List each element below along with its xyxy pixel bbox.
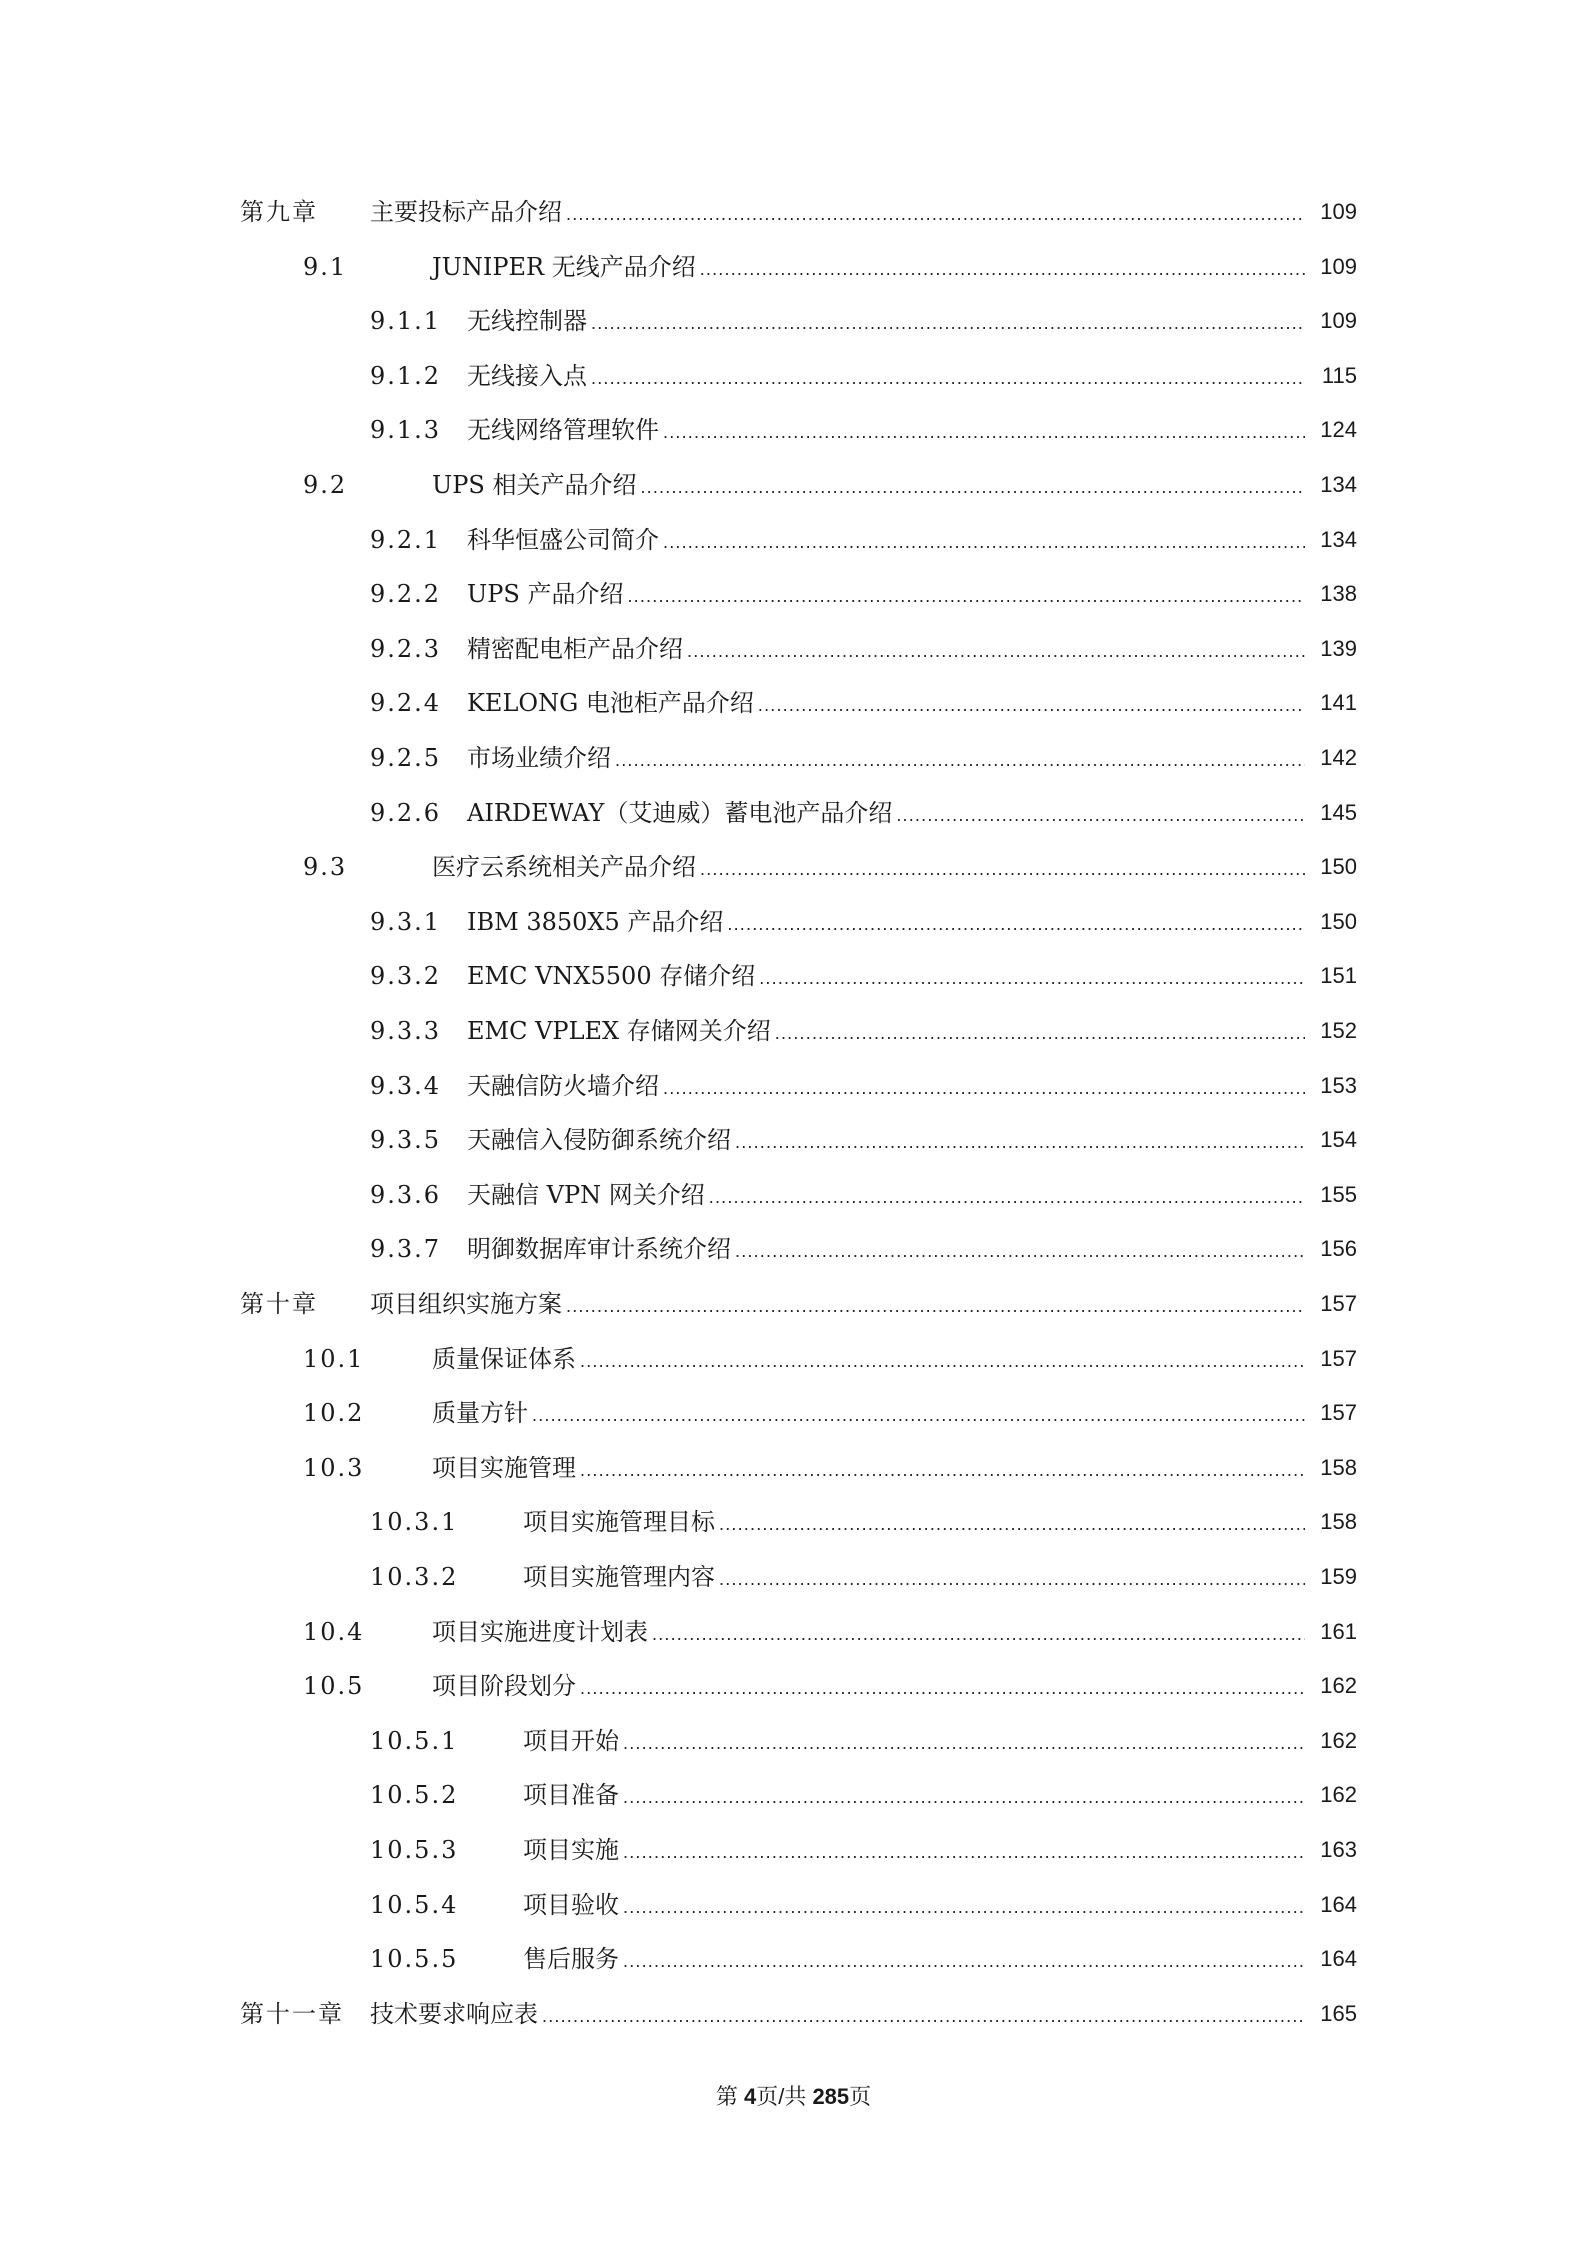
toc-entry[interactable] bbox=[0, 513, 1587, 567]
toc-entry-title[interactable]: EMC VNX5500 存储介绍 bbox=[467, 962, 756, 991]
toc-entry-page-number[interactable]: 164 bbox=[1320, 1891, 1357, 1917]
toc-entry-title[interactable]: 医疗云系统相关产品介绍 bbox=[432, 853, 696, 882]
toc-dot-leader bbox=[591, 296, 1305, 350]
toc-entry-title[interactable]: 项目实施管理目标 bbox=[523, 1508, 715, 1537]
toc-dot-leader bbox=[580, 1661, 1305, 1715]
toc-entry[interactable] bbox=[0, 1550, 1587, 1604]
toc-entry[interactable] bbox=[0, 676, 1587, 730]
toc-entry-title[interactable]: 无线控制器 bbox=[467, 307, 587, 336]
toc-entry-title[interactable]: 项目实施进度计划表 bbox=[432, 1617, 648, 1646]
toc-entry[interactable] bbox=[0, 1495, 1587, 1549]
toc-entry-page-number[interactable]: 124 bbox=[1320, 417, 1357, 443]
toc-dot-leader bbox=[700, 842, 1305, 896]
toc-dot-leader bbox=[735, 1115, 1305, 1169]
toc-entry-title-line bbox=[432, 840, 1307, 896]
toc-entry-page-number[interactable]: 159 bbox=[1320, 1564, 1357, 1589]
toc-entry-title-line bbox=[432, 1659, 1307, 1715]
toc-entry-title-line bbox=[370, 1987, 1307, 2043]
toc-entry-page-number[interactable]: 157 bbox=[1320, 1291, 1357, 1316]
toc-entry-title[interactable]: UPS 相关产品介绍 bbox=[432, 471, 637, 499]
toc-dot-leader bbox=[566, 187, 1305, 241]
toc-entry-number: 10.3.2 bbox=[370, 1563, 459, 1591]
toc-entry-title-line bbox=[432, 1332, 1307, 1388]
toc-entry-title[interactable]: 项目阶段划分 bbox=[432, 1672, 576, 1701]
toc-dot-leader bbox=[532, 1388, 1305, 1442]
toc-entry[interactable] bbox=[0, 1222, 1587, 1276]
toc-entry-title-line bbox=[467, 622, 1307, 678]
toc-entry-title[interactable]: 售后服务 bbox=[523, 1945, 619, 1974]
toc-dot-leader bbox=[566, 1279, 1305, 1333]
toc-entry-page-number[interactable]: 139 bbox=[1320, 635, 1357, 661]
toc-entry-page-number[interactable]: 165 bbox=[1320, 2000, 1357, 2026]
toc-entry-title[interactable]: UPS 产品介绍 bbox=[467, 580, 624, 609]
toc-entry-page-number[interactable]: 164 bbox=[1320, 1946, 1357, 1972]
toc-entry[interactable] bbox=[0, 1059, 1587, 1113]
toc-entry-number: 9.2 bbox=[303, 471, 348, 499]
toc-entry-number: 10.3 bbox=[303, 1453, 365, 1482]
toc-entry-number: 9.1.1 bbox=[370, 307, 442, 336]
toc-entry-page-number[interactable]: 142 bbox=[1320, 745, 1357, 770]
toc-dot-leader bbox=[719, 1497, 1305, 1551]
toc-entry[interactable] bbox=[0, 786, 1587, 840]
toc-entry-page-number[interactable]: 134 bbox=[1320, 526, 1357, 552]
toc-entry-number: 9.3.2 bbox=[370, 962, 442, 991]
toc-entry-page-number[interactable]: 151 bbox=[1320, 963, 1357, 989]
toc-entry-page-number[interactable]: 138 bbox=[1320, 581, 1357, 607]
toc-entry-title-line bbox=[467, 786, 1307, 842]
toc-entry-number: 9.1.2 bbox=[370, 361, 442, 390]
toc-entry-title-line bbox=[467, 403, 1307, 459]
toc-dot-leader bbox=[663, 405, 1305, 459]
toc-entry-number: 10.1 bbox=[303, 1344, 365, 1373]
toc-entry-title[interactable]: 质量方针 bbox=[432, 1399, 528, 1428]
toc-entry-title[interactable]: 天融信防火墙介绍 bbox=[467, 1071, 659, 1100]
toc-entry-number: 10.2 bbox=[303, 1399, 365, 1428]
toc-entry[interactable] bbox=[0, 1932, 1587, 1986]
toc-dot-leader bbox=[623, 1716, 1305, 1770]
toc-entry[interactable] bbox=[0, 1386, 1587, 1440]
toc-entry[interactable] bbox=[0, 1113, 1587, 1167]
toc-entry-title[interactable]: 市场业绩介绍 bbox=[467, 744, 611, 772]
toc-entry-number: 9.3 bbox=[303, 853, 348, 882]
toc-entry-number: 9.3.1 bbox=[370, 907, 442, 936]
toc-entry-title-line bbox=[432, 458, 1307, 514]
toc-entry-title-line bbox=[432, 240, 1307, 296]
toc-dot-leader bbox=[700, 242, 1305, 296]
toc-entry[interactable] bbox=[0, 1332, 1587, 1386]
toc-dot-leader bbox=[652, 1607, 1305, 1661]
footer-suffix: 页 bbox=[849, 2084, 872, 2109]
toc-entry-title[interactable]: KELONG 电池柜产品介绍 bbox=[467, 689, 754, 718]
toc-dot-leader bbox=[623, 1880, 1305, 1934]
toc-entry[interactable] bbox=[0, 731, 1587, 785]
toc-entry-number: 9.2.2 bbox=[370, 580, 442, 609]
toc-entry-title[interactable]: 质量保证体系 bbox=[432, 1344, 576, 1373]
toc-entry[interactable] bbox=[0, 1714, 1587, 1768]
toc-entry[interactable] bbox=[0, 1277, 1587, 1331]
toc-entry-title-line bbox=[523, 1495, 1307, 1551]
toc-entry[interactable] bbox=[0, 1659, 1587, 1713]
toc-entry-title[interactable]: 项目组织实施方案 bbox=[370, 1290, 562, 1318]
toc-entry-number: 9.2.3 bbox=[370, 634, 442, 663]
toc-entry-number: 10.5 bbox=[303, 1672, 365, 1701]
toc-entry-title[interactable]: IBM 3850X5 产品介绍 bbox=[467, 907, 724, 936]
toc-entry[interactable] bbox=[0, 458, 1587, 512]
footer-middle: 页/共 bbox=[756, 2084, 813, 2109]
toc-entry-number: 10.3.1 bbox=[370, 1508, 459, 1537]
toc-dot-leader bbox=[896, 788, 1305, 842]
toc-dot-leader bbox=[623, 1934, 1305, 1988]
toc-entry-page-number[interactable]: 141 bbox=[1320, 690, 1357, 716]
toc-entry-page-number[interactable]: 155 bbox=[1320, 1181, 1357, 1207]
toc-entry-title[interactable]: 科华恒盛公司简介 bbox=[467, 525, 659, 554]
toc-dot-leader bbox=[727, 897, 1305, 951]
toc-dot-leader bbox=[663, 1061, 1305, 1115]
toc-entry-title-line bbox=[523, 1550, 1307, 1606]
toc-entry-page-number[interactable]: 115 bbox=[1321, 362, 1357, 388]
toc-entry-page-number[interactable]: 161 bbox=[1320, 1618, 1357, 1644]
toc-entry[interactable] bbox=[0, 294, 1587, 348]
toc-entry-title-line bbox=[523, 1823, 1307, 1879]
toc-entry-number: 10.4 bbox=[303, 1617, 365, 1646]
toc-entry-page-number[interactable]: 134 bbox=[1320, 472, 1357, 497]
toc-entry-number: 10.5.5 bbox=[370, 1945, 459, 1974]
toc-entry[interactable] bbox=[0, 1441, 1587, 1495]
toc-entry-title[interactable]: 主要投标产品介绍 bbox=[370, 198, 562, 226]
toc-entry[interactable] bbox=[0, 1987, 1587, 2041]
toc-dot-leader bbox=[735, 1224, 1305, 1278]
toc-entry-title-line bbox=[523, 1932, 1307, 1988]
toc-entry-page-number[interactable]: 158 bbox=[1320, 1454, 1357, 1480]
footer-current-page: 4 bbox=[743, 2084, 757, 2109]
toc-dot-leader bbox=[615, 733, 1305, 787]
toc-entry-title-line bbox=[467, 567, 1307, 623]
toc-entry-page-number[interactable]: 162 bbox=[1320, 1727, 1357, 1753]
toc-dot-leader bbox=[542, 1989, 1305, 2043]
toc-entry-title-line bbox=[370, 185, 1307, 241]
toc-entry-number: 第十章 bbox=[240, 1290, 318, 1318]
toc-entry-title[interactable]: JUNIPER 无线产品介绍 bbox=[432, 252, 696, 281]
toc-dot-leader bbox=[591, 351, 1305, 405]
toc-entry[interactable] bbox=[0, 403, 1587, 457]
toc-entry-title-line bbox=[467, 513, 1307, 569]
toc-entry-number: 9.2.4 bbox=[370, 689, 442, 718]
toc-entry-title-line bbox=[467, 1004, 1307, 1060]
toc-entry[interactable] bbox=[0, 240, 1587, 294]
toc-entry-title-line bbox=[467, 349, 1307, 405]
toc-entry-title-line bbox=[523, 1878, 1307, 1934]
toc-entry-title-line bbox=[370, 1277, 1307, 1333]
toc-entry-number: 第十一章 bbox=[240, 1999, 344, 2028]
toc-entry-page-number[interactable]: 163 bbox=[1320, 1837, 1357, 1862]
toc-dot-leader bbox=[775, 1006, 1305, 1060]
toc-dot-leader bbox=[663, 515, 1305, 569]
toc-entry[interactable] bbox=[0, 185, 1587, 239]
toc-entry-page-number[interactable]: 162 bbox=[1320, 1673, 1357, 1699]
page-footer bbox=[0, 2080, 1587, 2111]
toc-entry-number: 9.1.3 bbox=[370, 416, 442, 445]
toc-entry[interactable] bbox=[0, 1004, 1587, 1058]
toc-entry-page-number[interactable]: 145 bbox=[1320, 799, 1357, 825]
toc-entry-page-number[interactable]: 154 bbox=[1320, 1127, 1357, 1153]
toc-entry-number: 第九章 bbox=[240, 198, 318, 226]
toc-entry-title-line bbox=[467, 1168, 1307, 1224]
toc-entry[interactable] bbox=[0, 949, 1587, 1003]
toc-dot-leader bbox=[627, 569, 1305, 623]
toc-entry-title-line bbox=[523, 1768, 1307, 1824]
toc-entry-title[interactable]: 无线接入点 bbox=[467, 361, 587, 390]
toc-entry-title[interactable]: 天融信 VPN 网关介绍 bbox=[467, 1180, 705, 1209]
toc-entry-title[interactable]: 项目实施管理 bbox=[432, 1453, 576, 1482]
toc-entry-number: 9.3.4 bbox=[370, 1071, 442, 1100]
toc-entry-title-line bbox=[467, 676, 1307, 732]
toc-entry-title-line bbox=[467, 1059, 1307, 1115]
toc-entry-page-number[interactable]: 150 bbox=[1320, 854, 1357, 880]
toc-entry-number: 9.3.6 bbox=[370, 1180, 442, 1209]
toc-entry[interactable] bbox=[0, 1878, 1587, 1932]
toc-entry[interactable] bbox=[0, 895, 1587, 949]
toc-entry-page-number[interactable]: 158 bbox=[1320, 1509, 1357, 1535]
toc-entry-page-number[interactable]: 109 bbox=[1320, 308, 1357, 334]
toc-entry-number: 10.5.1 bbox=[370, 1726, 459, 1755]
toc-entry-title-line bbox=[467, 1222, 1307, 1278]
toc-entry-title-line bbox=[467, 294, 1307, 350]
toc-entry-page-number[interactable]: 156 bbox=[1320, 1236, 1357, 1262]
footer-total-pages: 285 bbox=[812, 2084, 850, 2109]
toc-dot-leader bbox=[758, 678, 1305, 732]
toc-dot-leader bbox=[687, 624, 1305, 678]
toc-entry-number: 10.5.2 bbox=[370, 1781, 459, 1810]
toc-dot-leader bbox=[759, 951, 1305, 1005]
toc-entry[interactable] bbox=[0, 349, 1587, 403]
toc-entry-page-number[interactable]: 162 bbox=[1320, 1782, 1357, 1808]
toc-entry-title-line bbox=[467, 1113, 1307, 1169]
toc-entry[interactable] bbox=[0, 1768, 1587, 1822]
toc-dot-leader bbox=[640, 460, 1305, 514]
toc-entry-page-number[interactable]: 157 bbox=[1320, 1400, 1357, 1426]
toc-entry-number: 9.2.1 bbox=[370, 525, 442, 554]
toc-dot-leader bbox=[623, 1825, 1305, 1879]
toc-entry-title[interactable]: 天融信入侵防御系统介绍 bbox=[467, 1126, 731, 1155]
toc-entry-title-line bbox=[432, 1605, 1307, 1661]
toc-entry-page-number[interactable]: 157 bbox=[1320, 1345, 1357, 1371]
toc-entry-title[interactable]: 技术要求响应表 bbox=[370, 1999, 538, 2028]
toc-entry-number: 9.3.3 bbox=[370, 1017, 442, 1045]
toc-entry-title[interactable]: 精密配电柜产品介绍 bbox=[467, 634, 683, 663]
toc-entry-title-line bbox=[432, 1441, 1307, 1497]
toc-entry-title[interactable]: 项目准备 bbox=[523, 1781, 619, 1810]
toc-entry-page-number[interactable]: 153 bbox=[1320, 1072, 1357, 1098]
toc-entry[interactable] bbox=[0, 567, 1587, 621]
toc-entry-title[interactable]: AIRDEWAY（艾迪威）蓄电池产品介绍 bbox=[467, 798, 893, 827]
toc-entry-title[interactable]: 项目验收 bbox=[523, 1890, 619, 1919]
toc-dot-leader bbox=[580, 1443, 1305, 1497]
toc-entry-title[interactable]: 项目实施 bbox=[523, 1836, 619, 1864]
toc-entry-number: 10.5.4 bbox=[370, 1890, 459, 1919]
toc-entry-page-number[interactable]: 152 bbox=[1320, 1018, 1357, 1043]
toc-entry-page-number[interactable]: 150 bbox=[1320, 908, 1357, 934]
footer-prefix: 第 bbox=[715, 2084, 744, 2109]
toc-entry-title[interactable]: 明御数据库审计系统介绍 bbox=[467, 1235, 731, 1264]
toc-entry-title[interactable]: 项目实施管理内容 bbox=[523, 1563, 715, 1591]
toc-dot-leader bbox=[719, 1552, 1305, 1606]
toc-entry[interactable] bbox=[0, 1605, 1587, 1659]
toc-entry-number: 9.1 bbox=[303, 252, 348, 281]
toc-dot-leader bbox=[623, 1770, 1305, 1824]
toc-entry-title[interactable]: 项目开始 bbox=[523, 1726, 619, 1755]
toc-entry-page-number[interactable]: 109 bbox=[1320, 199, 1357, 224]
toc-entry-number: 10.5.3 bbox=[370, 1836, 459, 1864]
toc-entry-page-number[interactable]: 109 bbox=[1320, 253, 1357, 279]
toc-entry[interactable] bbox=[0, 1168, 1587, 1222]
toc-entry[interactable] bbox=[0, 1823, 1587, 1877]
toc-entry-title[interactable]: 无线网络管理软件 bbox=[467, 416, 659, 445]
toc-entry-title-line bbox=[432, 1386, 1307, 1442]
toc-entry-number: 9.3.5 bbox=[370, 1126, 442, 1155]
toc-entry-number: 9.2.6 bbox=[370, 798, 442, 827]
toc-entry-number: 9.3.7 bbox=[370, 1235, 442, 1264]
toc-entry-title-line bbox=[467, 895, 1307, 951]
toc-entry-title-line bbox=[467, 731, 1307, 787]
toc-dot-leader bbox=[709, 1170, 1305, 1224]
toc-entry-title[interactable]: EMC VPLEX 存储网关介绍 bbox=[467, 1017, 771, 1045]
toc-entry-title-line bbox=[467, 949, 1307, 1005]
toc-entry-title-line bbox=[523, 1714, 1307, 1770]
toc-entry-number: 9.2.5 bbox=[370, 744, 442, 772]
toc-entry[interactable] bbox=[0, 622, 1587, 676]
toc-entry[interactable] bbox=[0, 840, 1587, 894]
toc-dot-leader bbox=[580, 1334, 1305, 1388]
